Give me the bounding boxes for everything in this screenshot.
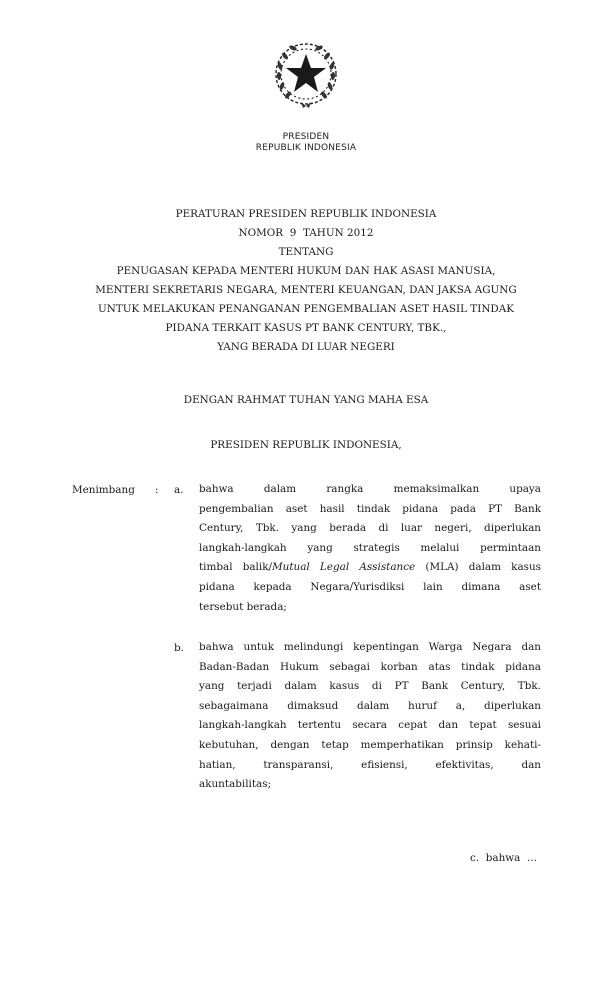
- title-line-5: MENTERI SEKRETARIS NEGARA, MENTERI KEUANGAN, DAN JAKSA AGUNG: [95, 284, 517, 296]
- continuation-marker: c. bahwa ...: [470, 852, 537, 864]
- italic-phrase: Mutual Legal Assistance: [272, 561, 416, 574]
- item-b-line: kebutuhan, dengan tetap memperhatikan prinsip kehati-: [199, 738, 541, 751]
- item-b-line: langkah-langkah tertentu secara cepat dan tepat sesuai: [199, 719, 541, 732]
- title-line-8: YANG BERADA DI LUAR NEGERI: [217, 341, 395, 353]
- item-a-marker: a.: [174, 484, 184, 496]
- item-a-line: tersebut berada;: [199, 600, 287, 613]
- item-b-line: akuntabilitas;: [199, 778, 272, 791]
- considering-item-b: [199, 638, 541, 795]
- invocation-text: DENGAN RAHMAT TUHAN YANG MAHA ESA: [183, 394, 429, 406]
- item-b-marker: b.: [174, 642, 184, 654]
- item-a-line5-tail: (MLA) dalam kasus: [415, 561, 541, 574]
- item-a-line: langkah-langkah yang strategis melalui permintaan: [199, 541, 541, 554]
- item-b-line: yang terjadi dalam kasus di PT Bank Century, Tbk.: [199, 680, 541, 693]
- title-line-2: NOMOR 9 TAHUN 2012: [238, 227, 374, 239]
- title-line-1: PERATURAN PRESIDEN REPUBLIK INDONESIA: [175, 208, 437, 220]
- item-a-line5-head: timbal balik/: [199, 561, 273, 574]
- authority-text: PRESIDEN REPUBLIK INDONESIA,: [210, 439, 402, 451]
- emblem-caption: [206, 132, 406, 154]
- title-line-3: TENTANG: [278, 246, 334, 258]
- item-a-line: pengembalian aset hasil tindak pidana pada PT Bank: [199, 502, 541, 515]
- emblem-caption-line2: REPUBLIK INDONESIA: [255, 143, 357, 153]
- item-b-line: hatian, transparansi, efisiensi, efektivitas, dan: [199, 758, 541, 771]
- item-b-line: sebagaimana dimaksud dalam huruf a, diperlukan: [199, 699, 541, 712]
- item-a-line: bahwa dalam rangka memaksimalkan upaya: [199, 483, 541, 495]
- item-a-line: [199, 558, 541, 578]
- title-line-4: PENUGASAN KEPADA MENTERI HUKUM DAN HAK ASASI MANUSIA,: [116, 265, 496, 277]
- considering-colon: :: [155, 484, 159, 496]
- presidential-emblem-icon: [271, 36, 341, 128]
- considering-item-a: [199, 480, 541, 617]
- regulation-title: [40, 205, 572, 357]
- considering-label: Menimbang: [72, 484, 135, 496]
- emblem-caption-line1: PRESIDEN: [282, 132, 330, 142]
- item-a-line: pidana kepada Negara/Yurisdiksi lain dimana aset: [199, 580, 541, 593]
- title-line-7: PIDANA TERKAIT KASUS PT BANK CENTURY, TBK.,: [165, 322, 447, 334]
- item-a-line: Century, Tbk. yang berada di luar negeri, diperlukan: [199, 522, 541, 535]
- title-line-6: UNTUK MELAKUKAN PENANGANAN PENGEMBALIAN ASET HASIL TINDAK: [97, 303, 515, 315]
- item-b-line: bahwa untuk melindungi kepentingan Warga Negara dan: [199, 641, 541, 653]
- item-b-line: Badan-Badan Hukum sebagai korban atas tindak pidana: [199, 660, 541, 673]
